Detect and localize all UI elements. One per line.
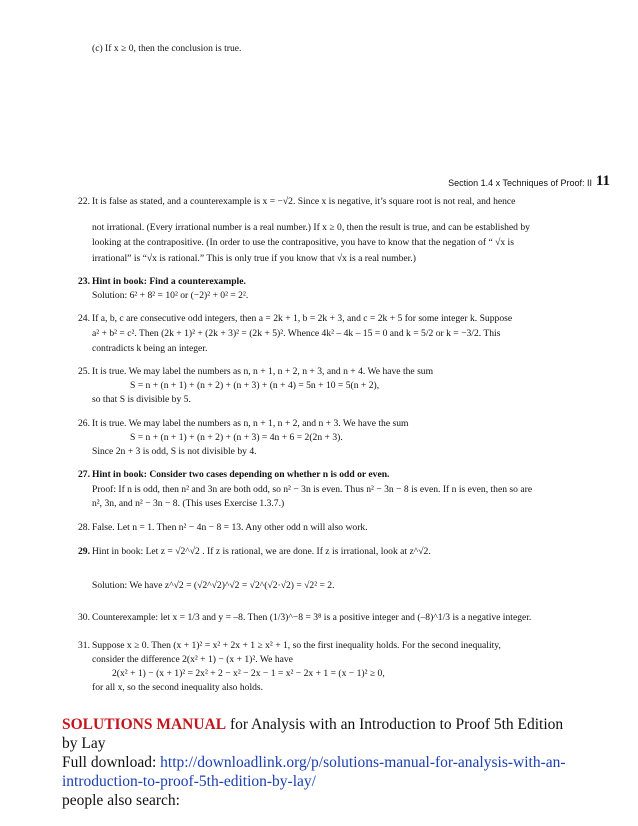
problem-number: 29.	[78, 546, 90, 557]
hint-text: Hint in book: Let z = √2^√2 . If z is rational, we are done. If z is irrational, look at z^√2.	[92, 546, 431, 557]
problem-hint	[92, 276, 246, 288]
problem-line: It is false as stated, and a counterexample is x = −√2. Since x is negative, it’s square root is not real, and hence	[92, 196, 516, 207]
problem-line: S = n + (n + 1) + (n + 2) + (n + 3) + (n + 4) = 5n + 10 = 5(n + 2),	[130, 380, 380, 391]
footer-download	[62, 753, 622, 772]
problem-line: consider the difference 2(x² + 1) − (x + 1)². We have	[92, 654, 293, 665]
problem-hint	[92, 469, 389, 481]
footer-title-rest: for Analysis with an Introduction to Proof 5th Edition	[226, 716, 564, 733]
problem-line: for all x, so the second inequality also holds.	[92, 682, 264, 693]
problem-line: Proof: If n is odd, then n² and 3n are both odd, so n² − 3n is even. Thus n² − 3n − 8 is even. If n is even, then so are	[92, 484, 533, 495]
problem-line: Suppose x ≥ 0. Then (x + 1)² = x² + 2x + 1 ≥ x² + 1, so the first inequality holds. For the second inequality,	[92, 640, 501, 651]
item-c: (c) If x ≥ 0, then the conclusion is true.	[92, 43, 242, 54]
problem-number: 27.	[78, 469, 90, 480]
problem-line: a² + b² = c². Then (2k + 1)² + (2k + 3)² = (2k + 5)². Whence 4k² – 4k – 15 = 0 and k = 5/2 or k = −3/2. This	[92, 328, 501, 339]
problem-number: 30.	[78, 612, 90, 623]
problem-line: n², 3n, and n² − 3n − 8. (This uses Exercise 1.3.7.)	[92, 498, 285, 509]
problem-line: looking at the contrapositive. (In order to use the contrapositive, you have to know that the negation of “ √x is	[92, 237, 514, 248]
problem-line: contradicts k being an integer.	[92, 343, 208, 354]
problem-line: so that S is divisible by 5.	[92, 394, 191, 405]
problem-number: 22.	[78, 196, 90, 207]
section-header: Section 1.4 x Techniques of Proof: II	[448, 178, 592, 188]
download-label: Full download:	[62, 754, 161, 771]
problem-line: not irrational. (Every irrational number is a real number.) If x ≥ 0, then the result is true, and can be established by	[92, 222, 530, 233]
problem-number: 26.	[78, 418, 90, 429]
footer-title	[62, 715, 622, 734]
problem-line: It is true. We may label the numbers as n, n + 1, n + 2, and n + 3. We have the sum	[92, 418, 409, 429]
page-number: 11	[595, 173, 610, 189]
problem-line: Counterexample: let x = 1/3 and y = –8. Then (1/3)^−8 = 3⁸ is a positive integer and (–8)^1/3 is a negative integer.	[92, 612, 532, 623]
problem-line: S = n + (n + 1) + (n + 2) + (n + 3) = 4n + 6 = 2(2n + 3).	[130, 432, 343, 443]
problem-line: It is true. We may label the numbers as n, n + 1, n + 2, n + 3, and n + 4. We have the sum	[92, 366, 434, 377]
hint-text: Hint in book: Find a counterexample.	[92, 276, 246, 287]
footer-link-cont	[62, 772, 622, 791]
footer-title-red: SOLUTIONS MANUAL	[62, 716, 227, 733]
problem-line: Since 2n + 3 is odd, S is not divisible by 4.	[92, 446, 257, 457]
problem-line: False. Let n = 1. Then n² − 4n − 8 = 13. Any other odd n will also work.	[92, 522, 368, 533]
footer-also: people also search:	[62, 792, 180, 809]
problem-line: irrational” is “√x is rational.” This is only true if you know that √x is a real number.)	[92, 253, 416, 264]
problem-number: 23.	[78, 276, 90, 287]
problem-number: 24.	[78, 313, 90, 324]
problem-number: 25.	[78, 366, 90, 377]
problem-hint	[92, 546, 431, 558]
footer-author: by Lay	[62, 735, 106, 752]
download-link[interactable]: http://downloadlink.org/p/solutions-manual-for-analysis-with-an-	[160, 754, 566, 771]
hint-text: Hint in book: Consider two cases depending on whether n is odd or even.	[92, 469, 390, 480]
problem-line: Solution: 6² + 8² = 10² or (−2)² + 0² = 2².	[92, 290, 249, 301]
problem-line: 2(x² + 1) − (x + 1)² = 2x² + 2 − x² − 2x − 1 = x² − 2x + 1 = (x − 1)² ≥ 0,	[112, 668, 385, 679]
download-link-cont[interactable]: introduction-to-proof-5th-edition-by-lay/	[62, 773, 316, 790]
problem-line: Solution: We have z^√2 = (√2^√2)^√2 = √2^(√2·√2) = √2² = 2.	[92, 580, 335, 591]
problem-line: If a, b, c are consecutive odd integers, then a = 2k + 1, b = 2k + 3, and c = 2k + 5 for some integer k. Suppose	[92, 313, 513, 324]
problem-number: 28.	[78, 522, 90, 533]
problem-number: 31.	[78, 640, 90, 651]
